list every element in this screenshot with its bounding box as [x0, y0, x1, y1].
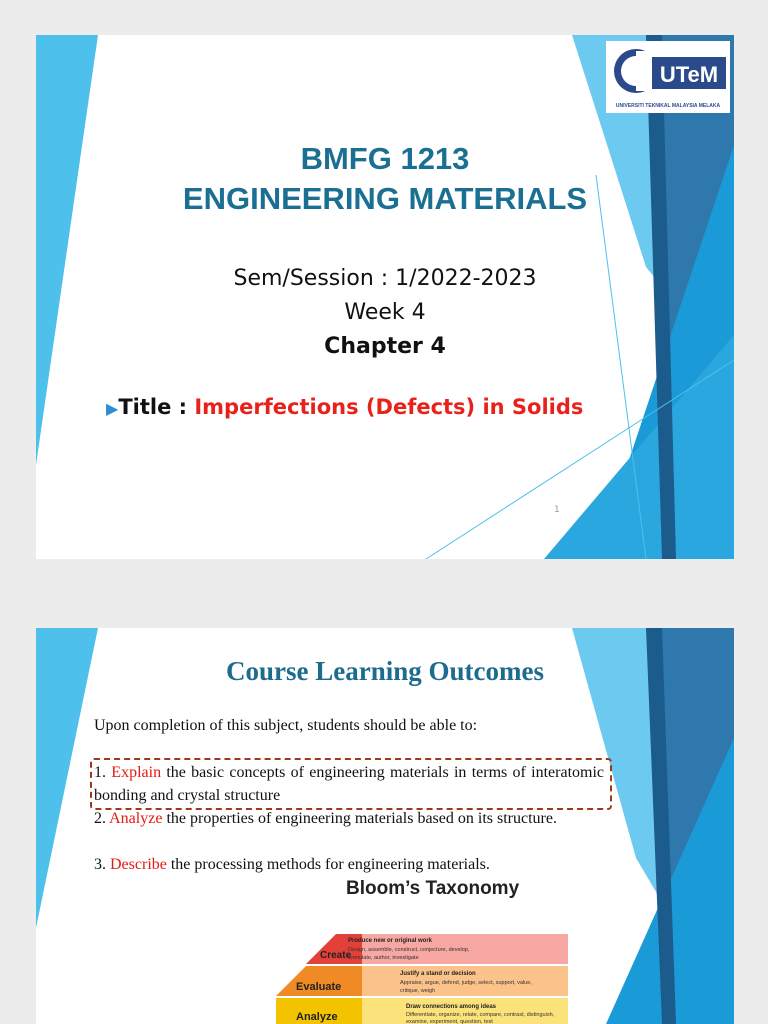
session: Sem/Session : 1/2022-2023: [233, 266, 537, 291]
slide-2: [36, 628, 734, 1024]
bloom-create-heading: Produce new or original work: [348, 938, 433, 944]
outcome-2: 2. Analyze the properties of engineering materials based on its structure.: [94, 810, 557, 827]
bloom-analyze-heading: Draw connections among ideas: [406, 1004, 497, 1010]
course-name: ENGINEERING MATERIALS: [182, 181, 588, 216]
week: Week 4: [344, 300, 426, 325]
course-code: BMFG 1213: [300, 141, 470, 176]
utem-logo: [606, 41, 730, 113]
svg-text:UTeM: UTeM: [659, 62, 719, 87]
outcome-3-verb: Describe: [110, 856, 167, 873]
slide-1: [36, 35, 734, 559]
bloom-create-label: Create: [320, 950, 352, 961]
bloom-pyramid: [276, 928, 576, 1024]
outcome-3: 3. Describe the processing methods for engineering materials.: [94, 856, 490, 873]
chapter: Chapter 4: [324, 334, 446, 359]
bloom-evaluate-desc1: Appraise, argue, defend, judge, select, support, value,: [400, 980, 532, 986]
bloom-evaluate-desc2: critique, weigh: [400, 988, 436, 994]
lecture-title: [106, 395, 583, 419]
page-number: 1: [554, 505, 560, 515]
bloom-analyze-desc2: examine, experiment, question, test: [406, 1019, 493, 1024]
bloom-create-desc2: formulate, author, investigate: [348, 955, 419, 961]
bloom-analyze-desc1: Differentiate, organize, relate, compare, contrast, distinguish,: [406, 1012, 555, 1018]
bloom-title: Bloom’s Taxonomy: [346, 878, 520, 899]
clo-intro: Upon completion of this subject, students should be able to:: [94, 717, 478, 734]
bullet-arrow-icon: ▶: [106, 399, 119, 418]
bloom-evaluate-heading: Justify a stand or decision: [400, 971, 476, 977]
title-value: Imperfections (Defects) in Solids: [194, 395, 584, 419]
outcome-1: 1. Explain the basic concepts of engineering materials in terms of interatomic bonding and crystal structure: [94, 764, 605, 804]
title-label: Title :: [118, 395, 195, 419]
svg-text:UNIVERSITI TEKNIKAL MALAYSIA M: UNIVERSITI TEKNIKAL MALAYSIA MELAKA: [615, 103, 721, 109]
bloom-evaluate-label: Evaluate: [296, 981, 342, 993]
bloom-create-desc1: Design, assemble, construct, conjecture, develop,: [348, 947, 470, 953]
clo-heading: Course Learning Outcomes: [226, 656, 544, 686]
outcome-2-verb: Analyze: [109, 810, 163, 827]
outcome-1-verb: Explain: [111, 764, 162, 781]
bloom-analyze-label: Analyze: [296, 1011, 338, 1023]
